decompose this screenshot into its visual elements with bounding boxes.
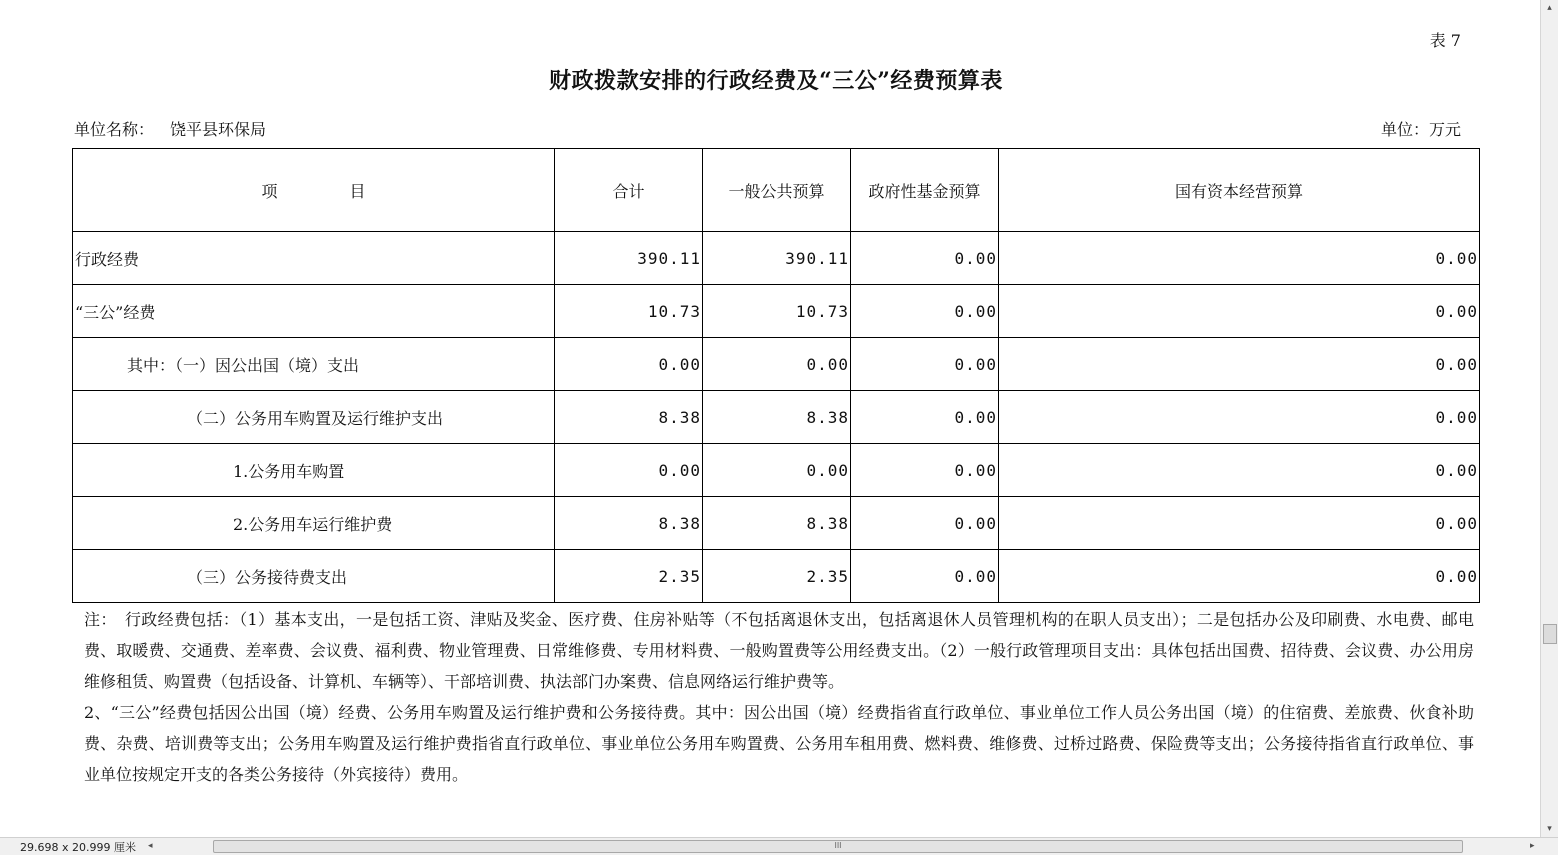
unit-name-label: 单位名称： bbox=[74, 120, 155, 139]
note-paragraph-2: 2、“三公”经费包括因公出国（境）经费、公务用车购置及运行维护费和公务接待费。其中：因公出国（境）经费指省直行政单位、事业单位工作人员公务出国（境）的住宿费、差旅费、伙食补助费、杂费、培训费等支出；公务用车购置及运行维护费指省直行政单位、事业单位公务用车购置费、公务用车租用费、燃料费、维修费、过桥过路费、保险费等支出；公务接待指省直行政单位、事业单位按规定开支的各类公务接待（外宾接待）费用。 bbox=[84, 703, 1474, 784]
cell-state-capital: 0.00 bbox=[999, 285, 1480, 338]
header-total: 合计 bbox=[555, 149, 703, 232]
table-row bbox=[73, 232, 1480, 285]
table-row bbox=[73, 550, 1480, 603]
cell-general: 8.38 bbox=[703, 497, 851, 550]
table-row bbox=[73, 497, 1480, 550]
row-label: 行政经费 bbox=[73, 232, 555, 285]
row-label: （三）公务接待费支出 bbox=[73, 550, 555, 603]
cell-fund: 0.00 bbox=[851, 232, 999, 285]
unit-name bbox=[74, 117, 266, 140]
cell-total: 2.35 bbox=[555, 550, 703, 603]
cell-state-capital: 0.00 bbox=[999, 232, 1480, 285]
note-paragraph-1: 注： 行政经费包括：（1）基本支出，一是包括工资、津贴及奖金、医疗费、住房补贴等（不包括离退休支出，包括离退休人员管理机构的在职人员支出）；二是包括办公及印刷费、水电费、邮电费、取暖费、交通费、差率费、会议费、福利费、物业管理费、日常维修费、专用材料费、一般购置费等公用经费支出。（2）一般行政管理项目支出：具体包括出国费、招待费、会议费、办公用房维修租赁、购置费（包括设备、计算机、车辆等）、干部培训费、执法部门办案费、信息网络运行维护费等。 bbox=[84, 610, 1474, 691]
header-fund-budget: 政府性基金预算 bbox=[851, 149, 999, 232]
cell-fund: 0.00 bbox=[851, 444, 999, 497]
table-row bbox=[73, 338, 1480, 391]
cell-state-capital: 0.00 bbox=[999, 338, 1480, 391]
cell-total: 0.00 bbox=[555, 444, 703, 497]
cell-general: 0.00 bbox=[703, 338, 851, 391]
notes bbox=[84, 604, 1474, 790]
cell-state-capital: 0.00 bbox=[999, 391, 1480, 444]
table-row bbox=[73, 391, 1480, 444]
cell-fund: 0.00 bbox=[851, 497, 999, 550]
horizontal-scroll-thumb[interactable]: III bbox=[213, 840, 1463, 853]
table-row bbox=[73, 444, 1480, 497]
row-label: 2.公务用车运行维护费 bbox=[73, 497, 555, 550]
currency-unit: 单位：万元 bbox=[1380, 120, 1461, 139]
row-label: 1.公务用车购置 bbox=[73, 444, 555, 497]
header-general-budget: 一般公共预算 bbox=[703, 149, 851, 232]
header-item: 项 目 bbox=[73, 149, 555, 232]
cell-total: 0.00 bbox=[555, 338, 703, 391]
table-row bbox=[73, 285, 1480, 338]
status-bar bbox=[0, 837, 1558, 855]
table-header-row bbox=[73, 149, 1480, 232]
cell-state-capital: 0.00 bbox=[999, 550, 1480, 603]
scroll-down-arrow-icon[interactable]: ▾ bbox=[1547, 824, 1552, 834]
cell-state-capital: 0.00 bbox=[999, 497, 1480, 550]
vertical-scrollbar[interactable] bbox=[1540, 0, 1558, 838]
cell-fund: 0.00 bbox=[851, 285, 999, 338]
page-title: 财政拨款安排的行政经费及“三公”经费预算表 bbox=[549, 68, 1003, 94]
cell-general: 2.35 bbox=[703, 550, 851, 603]
cell-general: 390.11 bbox=[703, 232, 851, 285]
scroll-left-arrow-icon[interactable]: ◂ bbox=[148, 841, 153, 851]
table-number: 表 7 bbox=[1429, 31, 1461, 50]
budget-table bbox=[72, 148, 1480, 603]
cell-fund: 0.00 bbox=[851, 391, 999, 444]
page-size-readout: 29.698 x 20.999 厘米 bbox=[20, 841, 136, 854]
row-label: （二）公务用车购置及运行维护支出 bbox=[73, 391, 555, 444]
cell-total: 390.11 bbox=[555, 232, 703, 285]
scroll-up-arrow-icon[interactable]: ▴ bbox=[1547, 3, 1552, 13]
header-state-capital-budget: 国有资本经营预算 bbox=[999, 149, 1480, 232]
cell-fund: 0.00 bbox=[851, 550, 999, 603]
cell-total: 10.73 bbox=[555, 285, 703, 338]
cell-total: 8.38 bbox=[555, 391, 703, 444]
cell-general: 8.38 bbox=[703, 391, 851, 444]
unit-name-value: 饶平县环保局 bbox=[170, 120, 267, 139]
scroll-right-arrow-icon[interactable]: ▸ bbox=[1530, 841, 1535, 851]
vertical-scroll-thumb[interactable] bbox=[1543, 624, 1557, 644]
cell-general: 0.00 bbox=[703, 444, 851, 497]
cell-general: 10.73 bbox=[703, 285, 851, 338]
row-label: “三公”经费 bbox=[73, 285, 555, 338]
row-label: 其中：（一）因公出国（境）支出 bbox=[73, 338, 555, 391]
cell-state-capital: 0.00 bbox=[999, 444, 1480, 497]
cell-fund: 0.00 bbox=[851, 338, 999, 391]
cell-total: 8.38 bbox=[555, 497, 703, 550]
